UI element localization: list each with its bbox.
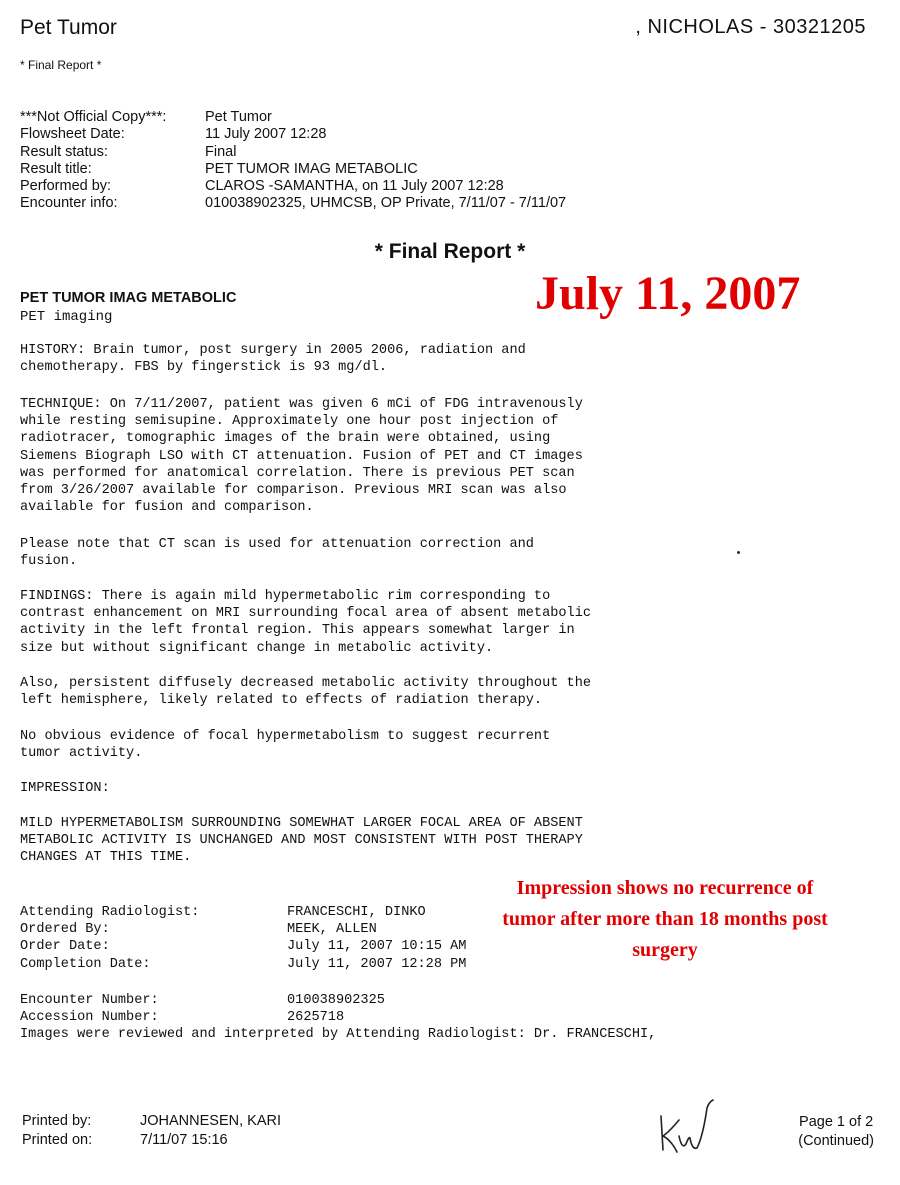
meta-value: Pet Tumor: [205, 109, 272, 125]
printed-on-label: Printed on:: [22, 1132, 93, 1148]
detail-value: MEEK, ALLEN: [287, 922, 377, 938]
detail-row: [20, 938, 466, 955]
findings-paragraph: FINDINGS: There is again mild hypermetabolic rim corresponding to contrast enhancement on MRI surrounding focal area of absent metabolic activity in the left frontal region. This appears somewhat larger in size but without significant change in metabolic activity.: [20, 589, 592, 656]
number-value: 2625718: [287, 1010, 345, 1026]
history-paragraph: HISTORY: Brain tumor, post surgery in 2005 2006, radiation and chemotherapy. FBS by fingerstick is 93 mg/dl.: [20, 343, 526, 376]
footer-row: [22, 1131, 281, 1150]
impression-annotation: Impression shows no recurrence of tumor after more than 18 months post surgery: [502, 877, 828, 961]
meta-row: [20, 109, 566, 126]
meta-label: Flowsheet Date:: [20, 126, 125, 143]
final-report-heading: * Final Report *: [374, 240, 526, 263]
number-value: 010038902325: [287, 993, 385, 1008]
detail-label: Ordered By:: [20, 922, 110, 938]
detail-value: July 11, 2007 12:28 PM: [287, 956, 467, 972]
reviewed-line: Images were reviewed and interpreted by Attending Radiologist: Dr. FRANCESCHI,: [20, 1027, 657, 1043]
meta-row: [20, 144, 566, 161]
meta-row: [20, 195, 566, 212]
handwritten-initials-signature: [655, 1098, 719, 1160]
meta-row: [20, 161, 566, 178]
number-row: [20, 992, 656, 1009]
meta-label: ***Not Official Copy***:: [20, 109, 167, 125]
report-metadata: [20, 109, 566, 213]
footer-row: [22, 1112, 281, 1131]
page-header-title: Pet Tumor: [20, 16, 117, 39]
date-annotation: July 11, 2007: [535, 267, 801, 320]
detail-row: [20, 956, 466, 973]
detail-label: Completion Date:: [20, 956, 151, 972]
encounter-numbers: [20, 992, 656, 1044]
detail-value: FRANCESCHI, DINKO: [287, 905, 426, 920]
detail-label: Attending Radiologist:: [20, 905, 200, 920]
number-label: Accession Number:: [20, 1010, 159, 1026]
page-indicator: [798, 1113, 874, 1151]
detail-value: July 11, 2007 10:15 AM: [287, 939, 467, 955]
meta-label: Result title:: [20, 160, 92, 177]
page-number: Page 1 of 2: [799, 1114, 874, 1130]
exam-subtitle: PET imaging: [20, 309, 113, 325]
meta-row: [20, 178, 566, 195]
printed-on-value: 7/11/07 15:16: [140, 1132, 228, 1148]
stray-mark: [737, 551, 740, 554]
also-paragraph: Also, persistent diffusely decreased metabolic activity throughout the left hemisphere, likely related to effects of radiation therapy.: [20, 676, 592, 709]
number-row: [20, 1009, 656, 1026]
meta-value: 010038902325, UHMCSB, OP Private, 7/11/07 - 7/11/07: [205, 195, 567, 212]
impression-heading: IMPRESSION:: [20, 781, 110, 796]
continued-label: (Continued): [798, 1133, 874, 1149]
printed-by-value: JOHANNESEN, KARI: [140, 1113, 281, 1129]
patient-id: , NICHOLAS - 30321205: [635, 16, 866, 38]
note-paragraph: Please note that CT scan is used for attenuation correction and fusion.: [20, 537, 534, 570]
technique-paragraph: TECHNIQUE: On 7/11/2007, patient was given 6 mCi of FDG intravenously while resting semisupine. Approximately one hour post injection of radiotracer, tomographic images of the brain were obtained, using Siemens Biograph LSO with CT attenuation. Fusion of PET and CT images was performed for anatomical correlation. There is previous PET scan from 3/26/2007 available for comparison. Previous MRI scan was also available for fusion and comparison.: [20, 397, 583, 516]
meta-row: [20, 126, 566, 143]
meta-value: 11 July 2007 12:28: [205, 126, 327, 143]
header-final-report: * Final Report *: [20, 58, 102, 72]
meta-value: Final: [205, 143, 237, 160]
printed-by-label: Printed by:: [22, 1113, 92, 1129]
meta-label: Result status:: [20, 143, 108, 160]
impression-paragraph: MILD HYPERMETABOLISM SURROUNDING SOMEWHAT LARGER FOCAL AREA OF ABSENT METABOLIC ACTIVITY IS UNCHANGED AND MOST CONSISTENT WITH POST THERAPY CHANGES AT THIS TIME.: [20, 816, 583, 866]
meta-value: PET TUMOR IMAG METABOLIC: [205, 160, 418, 177]
meta-value: CLAROS -SAMANTHA, on 11 July 2007 12:28: [205, 178, 504, 195]
detail-row: [20, 904, 466, 921]
print-footer: [22, 1112, 281, 1150]
radiologist-details: [20, 904, 466, 973]
meta-label: Encounter info:: [20, 195, 118, 212]
meta-label: Performed by:: [20, 178, 112, 195]
number-label: Encounter Number:: [20, 993, 159, 1008]
no-evidence-paragraph: No obvious evidence of focal hypermetabolism to suggest recurrent tumor activity.: [20, 729, 551, 762]
detail-row: [20, 921, 466, 938]
detail-label: Order Date:: [20, 939, 110, 955]
exam-title: PET TUMOR IMAG METABOLIC: [20, 290, 237, 306]
